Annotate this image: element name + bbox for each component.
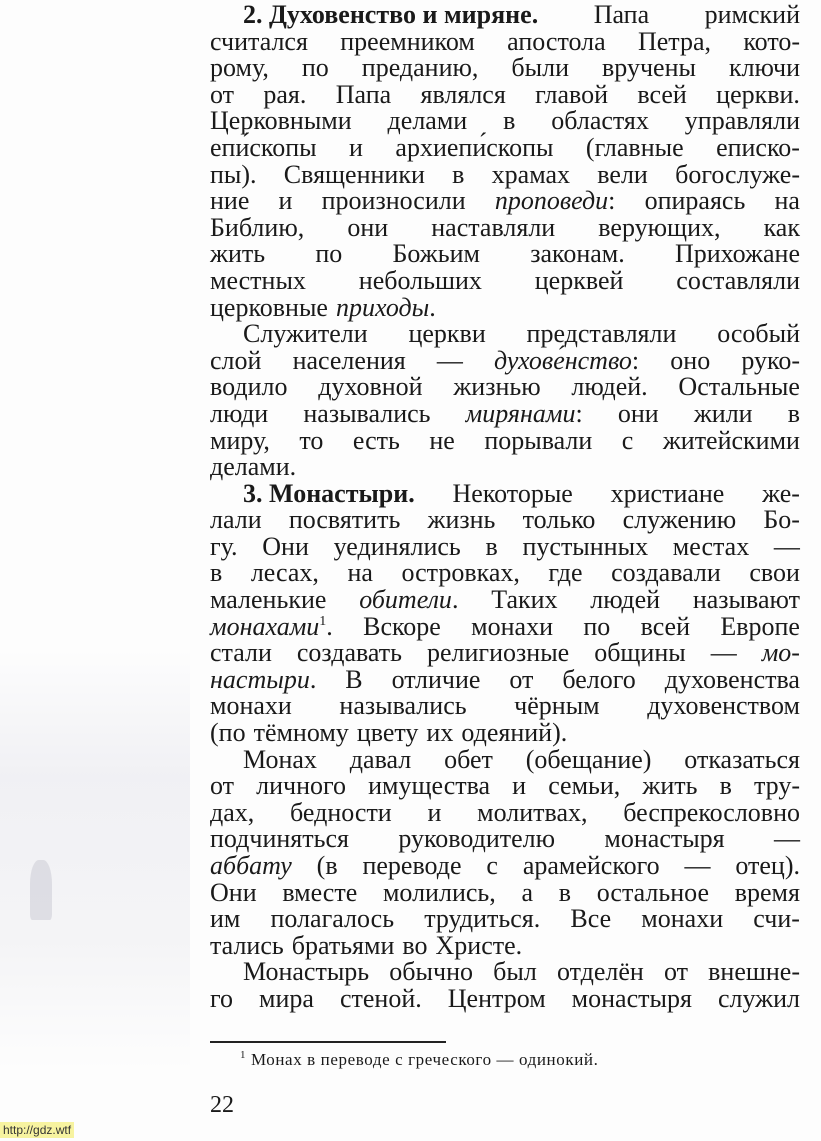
word: преданию, xyxy=(361,53,479,83)
word: от xyxy=(210,79,235,109)
word: епи́скопы xyxy=(210,132,317,162)
text-line xyxy=(210,345,800,375)
word: руко- xyxy=(741,345,800,375)
word: тёмному xyxy=(253,718,349,748)
word: как xyxy=(763,212,800,242)
word: уединялись xyxy=(333,531,461,561)
word: Бо- xyxy=(763,505,800,535)
text-line xyxy=(210,877,800,907)
word: храмах xyxy=(491,159,571,189)
word: Они xyxy=(262,531,309,561)
word: беспрекословно xyxy=(623,797,800,827)
text-line xyxy=(210,507,800,534)
text-line xyxy=(210,55,800,82)
word: ние xyxy=(210,186,250,216)
word: духовенством xyxy=(647,691,800,721)
word: людей xyxy=(590,585,661,615)
word: законам. xyxy=(530,239,625,269)
watermark-link[interactable]: http://gdz.wtf xyxy=(0,1122,74,1138)
text-line xyxy=(210,531,800,561)
word: 3. Монастыри. xyxy=(243,478,415,508)
word: являлся xyxy=(420,79,506,109)
word: назывались xyxy=(303,398,431,428)
text-line xyxy=(210,241,800,268)
footnote xyxy=(240,1050,598,1070)
word: считался xyxy=(210,26,308,56)
word: общины xyxy=(594,638,686,668)
word: монастыря xyxy=(604,824,725,854)
text-line xyxy=(210,398,800,428)
word: переводе xyxy=(362,851,462,880)
text-line xyxy=(210,374,800,401)
word: мо- xyxy=(761,638,800,668)
word: — xyxy=(773,824,800,854)
word: пустынных xyxy=(522,531,649,561)
word: их xyxy=(426,718,454,748)
word: счи- xyxy=(753,904,800,934)
word: чёрным xyxy=(514,691,600,721)
text-line xyxy=(210,425,800,455)
text-line xyxy=(210,188,800,215)
word: и xyxy=(278,186,293,216)
word: (по xyxy=(210,718,246,748)
word: всей xyxy=(637,79,687,109)
word: семьи, xyxy=(548,771,621,801)
word: церкви. xyxy=(716,79,800,109)
word: Монастырь xyxy=(243,957,370,987)
footnote-marker: 1 xyxy=(240,1049,247,1061)
word: бедности xyxy=(290,797,392,827)
word: Все xyxy=(570,904,612,934)
word: одеяний). xyxy=(461,718,568,748)
word: 2. Духовенство и миряне. xyxy=(243,0,539,29)
word: обычно xyxy=(389,957,473,987)
word: вели xyxy=(597,159,648,189)
word: аббату xyxy=(210,851,292,880)
word: представляли xyxy=(526,319,677,349)
word: духове́нство: xyxy=(494,345,640,375)
word: были xyxy=(511,53,570,83)
word: (главные xyxy=(585,132,684,162)
footnote-text: Монах в переводе с греческого — одинокий. xyxy=(250,1050,599,1069)
word: еписко- xyxy=(716,132,800,162)
word: дах, xyxy=(210,797,255,827)
word: гу. xyxy=(210,531,238,561)
word: имущества xyxy=(368,771,491,801)
word: стали xyxy=(210,638,272,668)
text-line xyxy=(210,2,800,29)
text-line xyxy=(210,906,800,933)
word: Европе xyxy=(720,611,800,641)
word: жить xyxy=(642,771,698,801)
word: внешне- xyxy=(708,957,800,987)
word: стеной. xyxy=(339,983,422,1013)
word: слой xyxy=(210,345,262,375)
text-line xyxy=(210,265,800,295)
word: по xyxy=(301,53,329,83)
word: го xyxy=(210,983,234,1013)
word: и xyxy=(512,771,527,801)
word: Божьим xyxy=(392,239,480,269)
word: порывали xyxy=(484,425,593,455)
word: всей xyxy=(640,611,691,641)
word: Прихожане xyxy=(674,239,800,269)
text-line xyxy=(210,853,800,880)
word: апостола xyxy=(507,26,606,56)
text-line xyxy=(210,826,800,853)
text-line xyxy=(210,132,800,162)
word: мира xyxy=(259,983,314,1013)
word: отличие xyxy=(391,664,481,694)
word: подчиняться xyxy=(210,824,349,854)
word: на xyxy=(774,186,800,216)
text-line xyxy=(210,773,800,800)
word: Служители xyxy=(243,319,368,349)
text-line xyxy=(210,693,800,720)
body-text xyxy=(210,2,800,1013)
word: на xyxy=(347,558,373,588)
word: преемником xyxy=(340,26,475,56)
word: особый xyxy=(717,319,800,349)
word: и xyxy=(427,797,442,827)
text-line xyxy=(210,108,800,135)
text-line xyxy=(210,159,800,189)
text-line xyxy=(210,744,800,774)
word: они xyxy=(347,212,389,242)
word: составляли xyxy=(676,265,800,295)
word: приходы. xyxy=(335,292,436,322)
word: братьями xyxy=(291,930,395,960)
word: по xyxy=(315,239,343,269)
word: остальное xyxy=(596,877,709,907)
word: произносили xyxy=(321,186,466,216)
word: личного xyxy=(256,771,347,801)
word: в xyxy=(719,771,732,801)
word: с xyxy=(486,851,498,880)
word: отделён xyxy=(556,957,644,987)
word: духовенства xyxy=(664,664,800,694)
word: от xyxy=(663,957,688,987)
word: монахами$^1$. xyxy=(210,611,333,641)
word: маленькие xyxy=(210,585,327,615)
word: трудиться. xyxy=(424,904,541,934)
word: в xyxy=(558,877,572,907)
word: лали xyxy=(210,505,262,535)
text-line xyxy=(210,959,800,986)
word: назывались xyxy=(339,691,467,721)
text-line xyxy=(210,930,800,960)
word: где xyxy=(548,558,583,588)
word: создавать xyxy=(296,638,403,668)
word: Христе. xyxy=(435,930,523,960)
word: а xyxy=(521,877,534,907)
word: местах xyxy=(672,531,750,561)
word: создавали xyxy=(611,558,721,588)
word: населения xyxy=(292,345,406,375)
word: арамейского xyxy=(522,851,660,880)
text-line xyxy=(210,79,800,109)
word: небольших xyxy=(358,265,482,295)
text-line xyxy=(210,321,800,348)
word: мирянами: xyxy=(465,398,583,428)
word: житейскими xyxy=(662,425,800,455)
word: миру, xyxy=(210,425,270,455)
word: Некоторые xyxy=(452,478,573,508)
word: молитвах, xyxy=(477,797,588,827)
word: Монах xyxy=(243,744,317,774)
word: называют xyxy=(692,585,800,615)
word: церкви xyxy=(408,319,486,349)
monk-figure-illustration xyxy=(30,860,52,920)
word: главой xyxy=(535,79,609,109)
word: тались xyxy=(210,930,284,960)
word: делами xyxy=(387,106,468,136)
word: белого xyxy=(562,664,636,694)
word: жили xyxy=(693,398,753,428)
word: — xyxy=(710,638,737,668)
word: жизнь xyxy=(427,505,496,535)
text-line xyxy=(210,26,800,56)
word: церквей xyxy=(534,265,624,295)
word: религиозные xyxy=(427,638,570,668)
word: в xyxy=(787,398,800,428)
word: римский xyxy=(704,0,800,29)
word: водило xyxy=(210,372,288,402)
word: Центром xyxy=(447,983,546,1013)
word: монахи xyxy=(471,611,553,641)
word: отец). xyxy=(735,851,800,880)
word: людей. xyxy=(571,372,648,402)
word: только xyxy=(522,505,596,535)
word: проповеди: xyxy=(494,186,616,216)
word: — xyxy=(684,851,711,880)
text-line xyxy=(210,797,800,827)
word: духовной xyxy=(318,372,423,402)
word: пы). xyxy=(210,159,257,189)
word: в xyxy=(485,531,498,561)
word: в xyxy=(452,159,465,189)
word: ключи xyxy=(728,53,800,83)
word: Папа xyxy=(335,79,392,109)
word: местных xyxy=(210,265,306,295)
word: им xyxy=(210,904,241,934)
text-line xyxy=(210,720,800,747)
text-line xyxy=(210,640,800,667)
word: обители. xyxy=(359,585,459,615)
word: Петра, xyxy=(637,26,712,56)
word: Вскоре xyxy=(363,611,441,641)
word: с xyxy=(621,425,634,455)
text-line xyxy=(210,611,800,641)
word: богослуже- xyxy=(675,159,800,189)
word: служению xyxy=(622,505,737,535)
word: Остальные xyxy=(678,372,800,402)
text-line xyxy=(210,478,800,508)
word: в xyxy=(210,558,223,588)
word: отказаться xyxy=(684,744,800,774)
margin-illustration-faded xyxy=(0,650,190,1070)
word: наставляли xyxy=(431,212,556,242)
text-line xyxy=(210,292,800,322)
word: руководителю xyxy=(398,824,556,854)
word: по xyxy=(583,611,611,641)
word: давал xyxy=(349,744,412,774)
word: обет xyxy=(444,744,493,774)
word: Церковными xyxy=(210,106,352,136)
word: же- xyxy=(762,478,800,508)
word: вручены xyxy=(602,53,696,83)
word: Папа xyxy=(593,0,650,29)
text-line xyxy=(210,664,800,694)
footnote-reference[interactable]: 1 xyxy=(319,613,327,629)
page-number: 22 xyxy=(210,1092,234,1118)
word: рому, xyxy=(210,53,269,83)
word: посвятить xyxy=(288,505,401,535)
text-line xyxy=(210,560,800,587)
word: тру- xyxy=(753,771,800,801)
word: вместе xyxy=(282,877,358,907)
word: верующих, xyxy=(598,212,721,242)
word: молились, xyxy=(382,877,496,907)
word: Они xyxy=(210,877,257,907)
word: не xyxy=(429,425,455,455)
text-line xyxy=(210,454,800,481)
word: то xyxy=(299,425,324,455)
word: монахи xyxy=(210,691,292,721)
word: служил xyxy=(717,983,800,1013)
word: полагалось xyxy=(270,904,395,934)
word: (обещание) xyxy=(525,744,652,774)
word: рая. xyxy=(263,79,307,109)
word: опираясь xyxy=(644,186,746,216)
word: во xyxy=(402,930,428,960)
word: христиане xyxy=(610,478,725,508)
word: островках, xyxy=(401,558,520,588)
word: есть xyxy=(352,425,400,455)
word: управляли xyxy=(684,106,800,136)
word: — xyxy=(773,531,800,561)
word: от xyxy=(210,771,235,801)
word: они xyxy=(617,398,659,428)
word: церковные xyxy=(210,292,328,322)
text-line xyxy=(210,212,800,242)
word: и xyxy=(349,132,363,162)
word: делами. xyxy=(210,452,297,482)
word: (в xyxy=(316,851,338,880)
text-line xyxy=(210,983,800,1013)
word: монахи xyxy=(641,904,724,934)
word: был xyxy=(493,957,537,987)
word: жизнью xyxy=(453,372,541,402)
word: от xyxy=(509,664,534,694)
word: цвету xyxy=(356,718,419,748)
word: Библию, xyxy=(210,212,305,242)
word: люди xyxy=(210,398,269,428)
word: Таких xyxy=(491,585,558,615)
word: — xyxy=(436,345,463,375)
word: монастыря xyxy=(571,983,692,1013)
word: В xyxy=(345,664,363,694)
word: кото- xyxy=(743,26,800,56)
footnote-divider xyxy=(210,1041,446,1043)
word: время xyxy=(734,877,800,907)
word: жить xyxy=(210,239,266,269)
word: Священники xyxy=(283,159,425,189)
word: оно xyxy=(670,345,711,375)
word: свои xyxy=(749,558,800,588)
word: архиепи́скопы xyxy=(395,132,554,162)
word: областях xyxy=(551,106,649,136)
word: в xyxy=(503,106,516,136)
text-line xyxy=(210,587,800,614)
word: лесах, xyxy=(250,558,319,588)
word: настыри. xyxy=(210,664,317,694)
